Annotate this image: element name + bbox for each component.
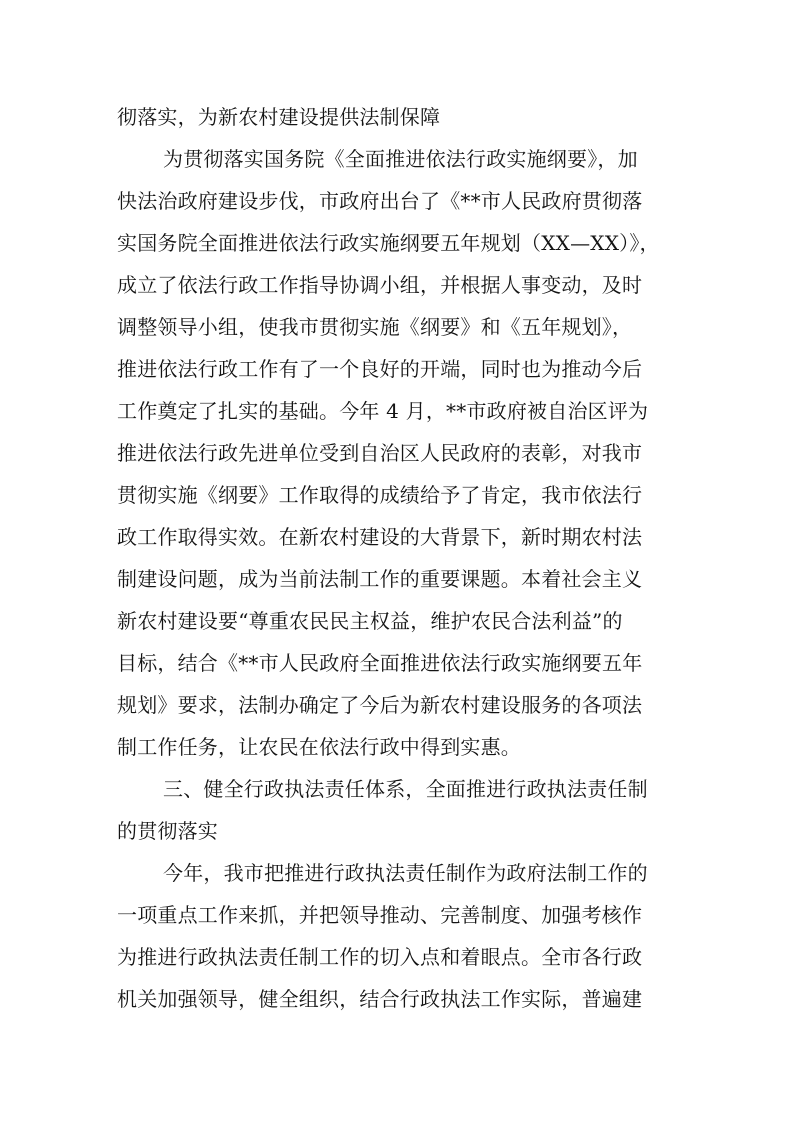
paragraph-line: 成立了依法行政工作指导协调小组，并根据人事变动，及时	[117, 273, 643, 297]
paragraph-line: 为推进行政执法责任制工作的切入点和着眼点。全市各行政	[117, 945, 643, 969]
paragraph-line: 贯彻实施《纲要》工作取得的成绩给予了肯定，我市依法行	[117, 483, 643, 507]
paragraph-line: 目标，结合《**市人民政府全面推进依法行政实施纲要五年	[117, 651, 643, 675]
paragraph-line: 快法治政府建设步伐，市政府出台了《**市人民政府贯彻落	[117, 189, 643, 213]
paragraph-line: 新农村建设要“尊重农民民主权益，维护农民合法利益”的	[117, 609, 623, 633]
paragraph-line: 政工作取得实效。在新农村建设的大背景下，新时期农村法	[117, 525, 643, 549]
paragraph-line: 调整领导小组，使我市贯彻实施《纲要》和《五年规划》，	[117, 315, 633, 339]
section-heading-line: 的贯彻落实	[117, 819, 218, 843]
paragraph-line: 一项重点工作来抓，并把领导推动、完善制度、加强考核作	[117, 903, 643, 927]
paragraph-line: 为贯彻落实国务院《全面推进依法行政实施纲要》，加	[163, 147, 638, 171]
paragraph-line: 工作奠定了扎实的基础。今年 4 月，**市政府被自治区评为	[117, 399, 649, 423]
paragraph-line: 规划》要求，法制办确定了今后为新农村建设服务的各项法	[117, 693, 643, 717]
paragraph-line: 推进依法行政先进单位受到自治区人民政府的表彰，对我市	[117, 441, 643, 465]
paragraph-line: 制建设问题，成为当前法制工作的重要课题。本着社会主义	[117, 567, 643, 591]
section-heading-line: 三、健全行政执法责任体系，全面推进行政执法责任制	[163, 777, 648, 801]
paragraph-line: 今年，我市把推进行政执法责任制作为政府法制工作的	[163, 861, 648, 885]
paragraph-line: 彻落实，为新农村建设提供法制保障	[117, 105, 441, 129]
paragraph-line: 机关加强领导，健全组织，结合行政执法工作实际，普遍建	[117, 987, 643, 1011]
paragraph-line: 实国务院全面推进依法行政实施纲要五年规划（XX—XX）》，	[117, 231, 660, 255]
paragraph-line: 制工作任务，让农民在依法行政中得到实惠。	[117, 735, 521, 759]
paragraph-line: 推进依法行政工作有了一个良好的开端，同时也为推动今后	[117, 357, 643, 381]
